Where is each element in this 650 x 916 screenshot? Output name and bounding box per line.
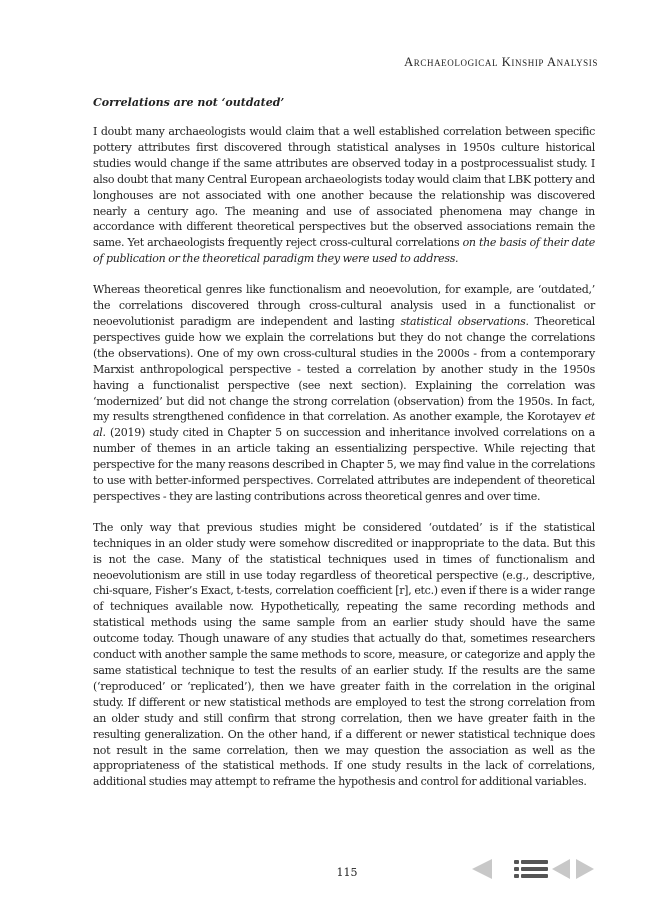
paragraph-3-text: The only way that previous studies might be considered ‘outdated’ is if the statistical techniques in an older study were somehow discredited or inappropriate to the data. But this is not the case. Many of the statistical techniques used in times of functionalism and neoevolutionism are still in use today regardless of theoretical perspective (e.g., descriptive, chi-square, Fisher’s Exact, t-tests, correlation coefficient [r], etc.) even if there is a wider range of techniques available now. Hypothetically, repeating the same recording methods and statistical methods using the same sample from an earlier study should have the same outcome today. Though unaware of any studies that actually do that, sometimes researchers conduct with another sample the same methods to score, measure, or categorize and apply the same statistical technique to test the results of an earlier study. If the results are the same (‘reproduced’ or ‘replicated’), then we have greater faith in the correlation in the original study. If different or new statistical methods are employed to test the strong correlation from an older study and still confirm that strong correlation, then we have greater faith in the resulting generalization. On the other hand, if a different or newer statistical technique does not result in the same correlation, then we may question the association as well as the appropriateness of the statistical methods. If one study results in the lack of correlations, additional studies may attempt to reframe the hypothesis and control for additional variables.: [93, 520, 595, 789]
contents-button[interactable]: [514, 859, 550, 883]
paragraph-2-text: Whereas theoretical genres like functionalism and neoevolution, for example, are ‘outdated,’ the correlations discovered through cross-cultural analysis used in a functionalist or neoevolutionist paradigm are independent and lasting: [93, 283, 595, 328]
paragraph-2-text-cont: . Theoretical perspectives guide how we explain the correlations but they do not change the correlations (the observations). One of my own cross-cultural studies in the 2000s - from a contemporary Marxist anthropological perspective - tested a correlation by another study in the 1950s having a functionalist perspective (see next section). Explaining the correlation was ‘modernized’ but did not change the strong correlation (observation) from the 1950s. In fact, my results strengthened confidence in that correlation. As another example, the Korotayev: [93, 314, 595, 424]
paragraph-2-et-al: et al: [93, 410, 595, 440]
triangle-left-large-icon: [470, 858, 494, 880]
paragraph-1: [93, 124, 595, 267]
page-number: 115: [336, 866, 358, 879]
first-page-button[interactable]: [470, 858, 494, 884]
paragraph-2-tail: . (2019) study cited in Chapter 5 on succession and inheritance involved correlations on a number of themes in an article taking an essentializing perspective. While rejecting that perspective for the many reasons described in Chapter 5, we may find value in the correlations to use with better-informed perspectives. Correlated attributes are independent of theoretical perspectives - they are lasting contributions across theoretical genres and over time.: [93, 426, 595, 503]
list-icon: [514, 859, 550, 879]
page-content: [93, 96, 595, 805]
paragraph-1-emphasis: on the basis of their date of publication or the theoretical paradigm they were used to address.: [93, 236, 595, 266]
previous-page-button[interactable]: [550, 858, 572, 884]
paragraph-1-text: I doubt many archaeologists would claim that a well established correlation between specific pottery attributes first discovered through statistical analyses in 1950s culture historical studies would change if the same attributes are observed today in a postprocessualist study. I also doubt that many Central European archaeologists today would claim that LBK pottery and longhouses are not associated with one another because the relationship was discovered nearly a century ago. The meaning and use of associated phenomena may change in accordance with different theoretical perspectives but the observed associations remain the same. Yet archaeologists frequently reject cross-cultural correlations: [93, 125, 595, 250]
paragraph-3: [93, 520, 595, 790]
triangle-right-icon: [574, 858, 596, 880]
running-header: Archaeological Kinship Analysis: [404, 55, 598, 69]
paragraph-2: [93, 282, 595, 505]
paragraph-2-emphasis: statistical observations: [400, 314, 526, 328]
section-title: Correlations are not ‘outdated’: [93, 96, 285, 109]
triangle-left-icon: [550, 858, 572, 880]
next-page-button[interactable]: [574, 858, 596, 884]
